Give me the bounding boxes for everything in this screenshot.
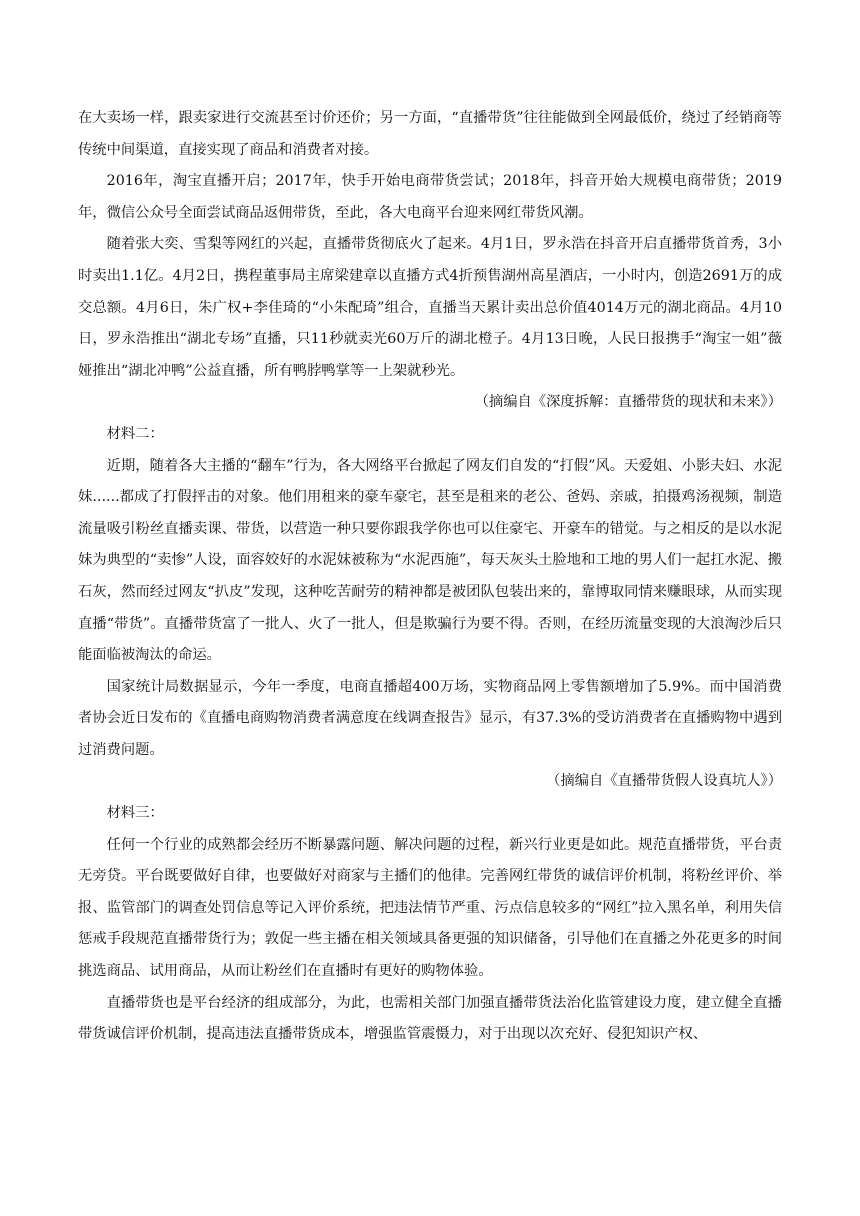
- material1-paragraph-2: 2016年，淘宝直播开启；2017年，快手开始电商带货尝试；2018年，抖音开始大规模电商带货；2019年，微信公众号全面尝试商品返佣带货，至此，各大电商平台迎来网红带货风潮。: [78, 173, 782, 221]
- material1-continuation: 在大卖场一样，跟卖家进行交流甚至讨价还价；另一方面，“直播带货”往往能做到全网最低价，绕过了经销商等传统中间渠道，直接实现了商品和消费者对接。: [78, 110, 782, 158]
- material2-paragraph-2: 国家统计局数据显示，今年一季度，电商直播超400万场，实物商品网上零售额增加了5.9%。而中国消费者协会近日发布的《直播电商购物消费者满意度在线调查报告》显示，有37.3%的受访消费者在直播购物中遇到过消费问题。: [78, 678, 782, 758]
- material2-paragraph-1: 近期，随着各大主播的“翻车”行为，各大网络平台掀起了网友们自发的“打假”风。天爱姐、小影夫妇、水泥妹......都成了打假抨击的对象。他们用租来的豪车豪宅，甚至是租来的老公、爸妈、亲戚，拍摄鸡汤视频，制造流量吸引粉丝直播卖课、带货，以营造一种只要你跟我学你也可以住豪宅、开豪车的错觉。与之相反的是以水泥妹为典型的“卖惨”人设，面容姣好的水泥妹被称为“水泥西施”，每天灰头土脸地和工地的男人们一起扛水泥、搬石灰，然而经过网友“扒皮”发现，这种吃苦耐劳的精神都是被团队包装出来的，靠博取同情来赚眼球，从而实现直播“带货”。直播带货富了一批人、火了一批人，但是欺骗行为要不得。否则，在经历流量变现的大浪淘沙后只能面临被淘汰的命运。: [78, 457, 782, 664]
- material3-paragraph-2: 直播带货也是平台经济的组成部分，为此，也需相关部门加强直播带货法治化监管建设力度，建立健全直播带货诚信评价机制，提高违法直播带货成本，增强监管震慑力，对于出现以次充好、侵犯知识产权、: [78, 994, 782, 1043]
- material3-heading: 材料三：: [106, 805, 164, 822]
- material1-paragraph-3: 随着张大奕、雪梨等网红的兴起，直播带货彻底火了起来。4月1日，罗永浩在抖音开启直播带货首秀，3小时卖出1.1亿。4月2日，携程董事局主席梁建章以直播方式4折预售湖州高星酒店，一小时内，创造2691万的成交总额。4月6日，朱广权+李佳琦的“小朱配琦”组合，直播当天累计卖出总价值4014万元的湖北商品。4月10日，罗永浩推出“湖北专场”直播，只11秒就卖光60万斤的湖北橙子。4月13日晚，人民日报携手“淘宝一姐”薇娅推出“湖北冲鸭”公益直播，所有鸭脖鸭掌等一上架就秒光。: [78, 236, 782, 379]
- material3-paragraph-1: 任何一个行业的成熟都会经历不断暴露问题、解决问题的过程，新兴行业更是如此。规范直播带货，平台责无旁贷。平台既要做好自律，也要做好对商家与主播们的他律。完善网红带货的诚信评价机制，将粉丝评价、举报、监管部门的调查处罚信息等记入评价系统，把违法情节严重、污点信息较多的“网红”拉入黑名单，利用失信惩戒手段规范直播带货行为；敦促一些主播在相关领域具备更强的知识储备，引导他们在直播之外花更多的时间挑选商品、试用商品，从而让粉丝们在直播时有更好的购物体验。: [78, 836, 782, 980]
- material2-source: （摘编自《直播带货假人设真坑人》）: [546, 773, 782, 790]
- material1-source: （摘编自《深度拆解：直播带货的现状和未来》）: [474, 394, 782, 411]
- document-page: [78, 103, 782, 1051]
- material2-heading: 材料二：: [106, 425, 164, 442]
